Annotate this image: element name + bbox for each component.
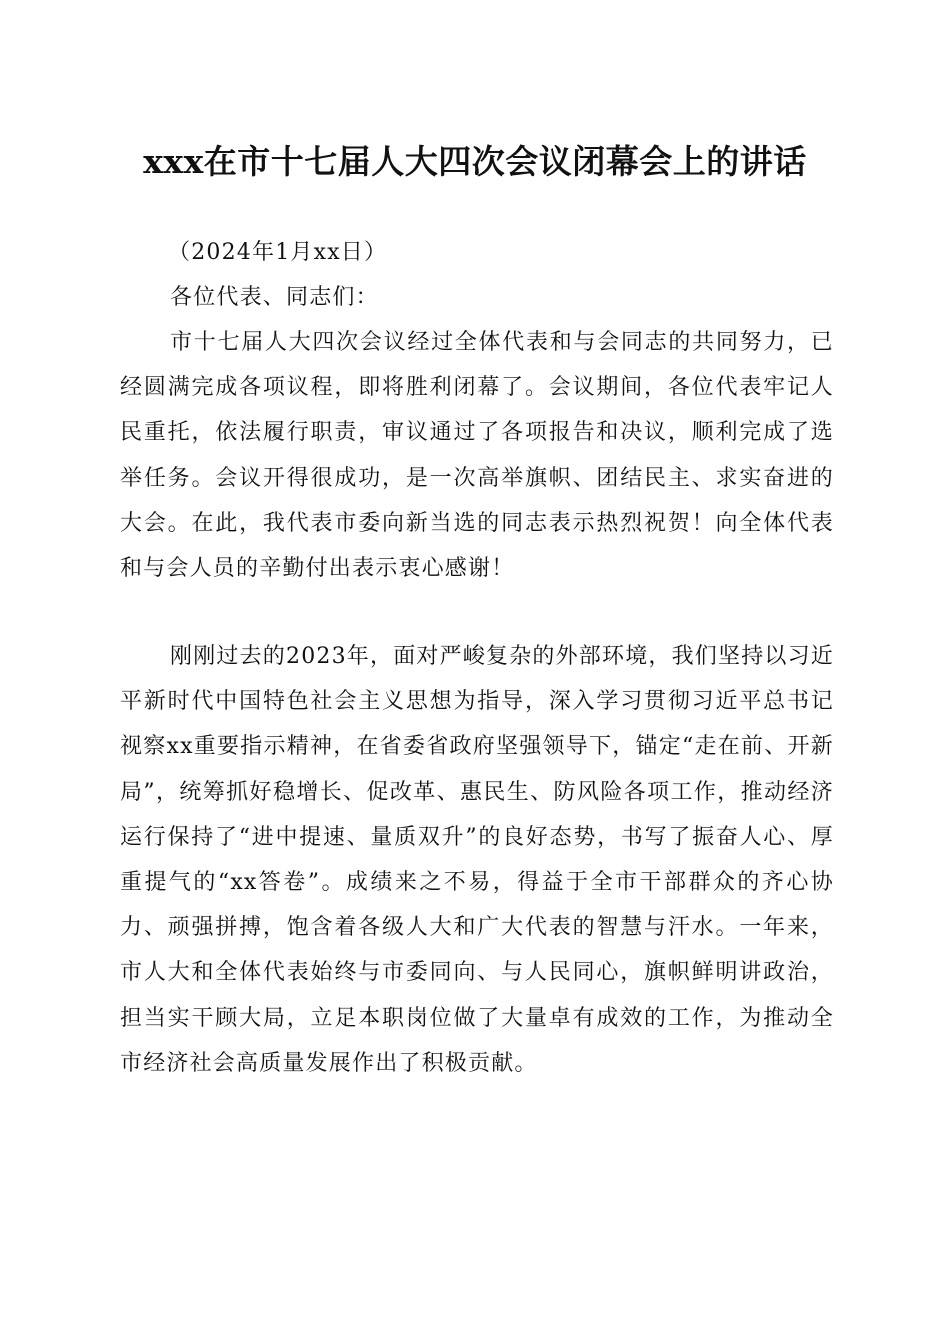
paragraph: 市十七届人大四次会议经过全体代表和与会同志的共同努力，已经圆满完成各项议程，即将胜利闭幕了。会议期间，各位代表牢记人民重托，依法履行职责，审议通过了各项报告和决议，顺利完成了选举任务。会议开得很成功，是一次高举旗帜、团结民主、求实奋进的大会。在此，我代表市委向新当选的同志表示热烈祝贺！向全体代表和与会人员的辛勤付出表示衷心感谢！ bbox=[120, 330, 834, 582]
greeting-line: 各位代表、同志们： bbox=[170, 285, 379, 310]
paragraph: 刚刚过去的2023年，面对严峻复杂的外部环境，我们坚持以习近平新时代中国特色社会主义思想为指导，深入学习贯彻习近平总书记视察xx重要指示精神，在省委省政府坚强领导下，锚定“走在前、开新局”，统筹抓好稳增长、促改革、惠民生、防风险各项工作，推动经济运行保持了“进中提速、量质双升”的良好态势，书写了振奋人心、厚重提气的“xx答卷”。成绩来之不易，得益于全市干部群众的齐心协力、顽强拼搏，饱含着各级人大和广大代表的智慧与汗水。一年来，市人大和全体代表始终与市委同向、与人民同心，旗帜鲜明讲政治，担当实干顾大局，立足本职岗位做了大量卓有成效的工作，为推动全市经济社会高质量发展作出了积极贡献。 bbox=[120, 644, 834, 1076]
document-title: xxx在市十七届人大四次会议闭幕会上的讲话 bbox=[143, 142, 807, 181]
speech-date: （2024年1月xx日） bbox=[168, 240, 388, 265]
